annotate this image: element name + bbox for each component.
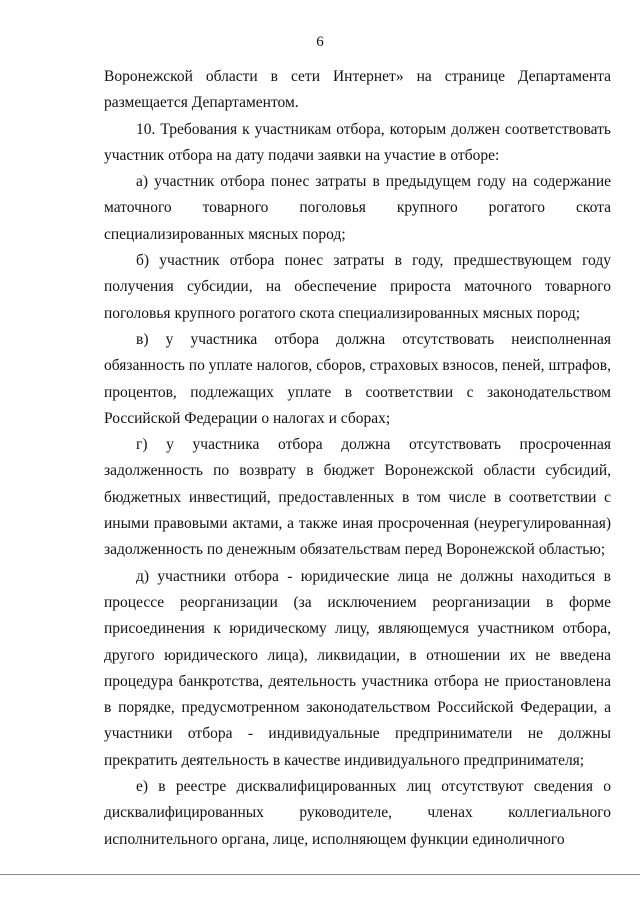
paragraph-item-a: а) участник отбора понес затраты в предыдущем году на содержание маточного товарного поголовья крупного рогатого скота специализированных мясных пород; bbox=[104, 173, 611, 243]
page-number: 6 bbox=[316, 34, 324, 50]
paragraph-continuation: Воронежской области в сети Интернет» на странице Департамента размещается Департаментом. bbox=[104, 68, 611, 112]
paragraph-item-e: е) в реестре дисквалифицированных лиц отсутствуют сведения о дисквалифицированных руководителе, членах коллегиального исполнительного органа, лице, исполняющем функции единоличного bbox=[104, 778, 611, 848]
page-bottom-divider bbox=[0, 874, 640, 875]
paragraph-item-d: д) участники отбора - юридические лица не должны находиться в процессе реорганизации (за исключением реорганизации в форме присоединения к юридическому лицу, являющемуся участником отбора, другого юридического лица), ликвидации, в отношении их не введена процедура банкротства, деятельность участника отбора не приостановлена в порядке, предусмотренном законодательством Российской Федерации, а участники отбора - индивидуальные предприниматели не должны прекратить деятельность в качестве индивидуального предпринимателя; bbox=[104, 567, 611, 769]
document-body bbox=[104, 64, 611, 853]
paragraph-item-g: г) у участника отбора должна отсутствовать просроченная задолженность по возврату в бюджет Воронежской области субсидий, бюджетных инвестиций, предоставленных в том числе в соответствии с иными правовыми актами, а также иная просроченная (неурегулированная) задолженность по денежным обязательствам перед Воронежской областью; bbox=[104, 436, 611, 559]
paragraph-item-b: б) участник отбора понес затраты в году, предшествующем году получения субсидии, на обеспечение прироста маточного товарного поголовья крупного рогатого скота специализированных мясных пород; bbox=[104, 252, 611, 322]
paragraph-item-v: в) у участника отбора должна отсутствовать неисполненная обязанность по уплате налогов, сборов, страховых взносов, пеней, штрафов, процентов, подлежащих уплате в соответствии с законодательством Российской Федерации о налогах и сборах; bbox=[104, 330, 611, 427]
paragraph-item-10: 10. Требования к участникам отбора, которым должен соответствовать участник отбора на дату подачи заявки на участие в отборе: bbox=[104, 120, 611, 164]
